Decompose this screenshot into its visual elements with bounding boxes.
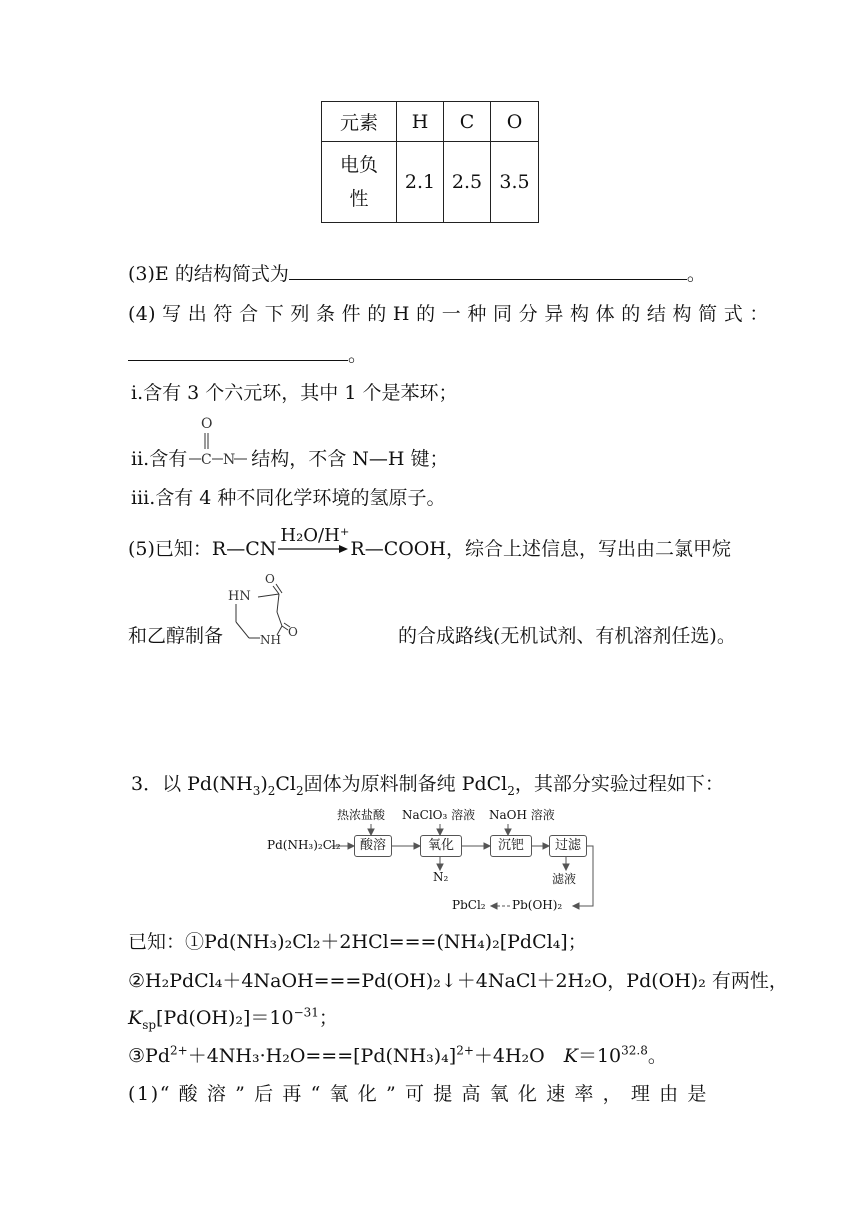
- table-cell: 2.1: [397, 142, 444, 223]
- known-3: $③Pd^{2+}+4NH_3\cdot H_2O===[Pd(NH_3)_4]^{2+}+4H_2O$ $K=10^{32.8}$。: [128, 1043, 667, 1067]
- step-precipitate: 沉钯: [490, 835, 532, 857]
- known-2b: $K_{sp}[Pd(OH)_2]=10^{-31}$；: [128, 1005, 338, 1032]
- answer-blank[interactable]: [128, 340, 348, 361]
- condition-1: ⅰ.含有 3 个六元环，其中 1 个是苯环；: [131, 382, 458, 404]
- step-oxidize: 氧化: [420, 835, 462, 857]
- step-filter: 过滤: [549, 835, 587, 857]
- filtrate-label: 滤液: [552, 872, 577, 886]
- table-cell: O: [491, 102, 539, 142]
- question-1: (1)“ 酸 溶 ” 后 再 “ 氧 化 ” 可 提 高 氧 化 速 率 ， 理 由 是: [128, 1083, 708, 1105]
- table-cell: 3.5: [491, 142, 539, 223]
- table-cell: 元素: [322, 102, 397, 142]
- electronegativity-table: [321, 101, 539, 223]
- table-label-line2: 性: [349, 188, 369, 210]
- question-5-line2: 和乙醇制备 的合成路线(无机试剂、有机溶剂任选)。: [128, 625, 736, 647]
- amide-structure: [187, 416, 251, 473]
- reagent-naclo3: NaClO₃ 溶液: [402, 808, 476, 822]
- question-4: (4) 写 出 符 合 下 列 条 件 的 H 的 一 种 同 分 异 构 体 的 结 构 简 式 ：: [128, 303, 769, 325]
- struct-n-label: N: [223, 452, 236, 468]
- problem-3-intro: 3．以 $Pd(NH_3)_2Cl_2$固体为原料制备纯 PdCl$_2$，其部分实验过程如下：: [131, 773, 724, 798]
- question-3: (3)E 的结构简式为 。: [128, 259, 706, 288]
- table-cell: [322, 142, 397, 223]
- process-flowchart: [260, 808, 610, 913]
- product-pbcl2: PbCl₂: [452, 898, 486, 912]
- reaction-arrow-label: H₂O/H⁺: [280, 525, 350, 546]
- reagent-naoh: NaOH 溶液: [489, 808, 555, 822]
- product-pboh2: Pb(OH)₂: [512, 898, 563, 912]
- ring-o2-label: O: [288, 625, 298, 639]
- amide-structure-drawing: [187, 403, 251, 473]
- known-1: 已知：①Pd(NH₃)₂Cl₂＋2HCl===(NH₄)₂[PdCl₄]；: [128, 931, 587, 953]
- arrow-icon: [276, 535, 350, 563]
- reagent-hcl: 热浓盐酸: [337, 808, 386, 822]
- struct-o-label: O: [201, 416, 213, 432]
- step-dissolve: 酸溶: [354, 835, 392, 857]
- condition-2: ⅱ.含有 O C N 结构，不含 N—H 键；: [131, 445, 448, 473]
- known-2: ②H₂PdCl₄＋4NaOH===Pd(OH)₂↓＋4NaCl＋2H₂O，Pd(OH)₂ 有两性，: [128, 970, 788, 992]
- ring-hn-label: HN: [228, 589, 251, 604]
- condition-3: ⅲ.含有 4 种不同化学环境的氢原子。: [131, 487, 446, 509]
- question-5: (5)已知：R—CN H₂O/H⁺ R—COOH，综合上述信息，写出由二氯甲烷: [128, 535, 731, 563]
- reaction-arrow: [276, 525, 350, 563]
- question-4-answer: 。: [128, 340, 367, 369]
- ring-nh-label: NH: [260, 633, 281, 647]
- ring-o1-label: O: [265, 572, 275, 586]
- answer-blank[interactable]: [289, 259, 687, 280]
- table-cell: C: [444, 102, 491, 142]
- table-label-line1: 电负: [339, 154, 378, 176]
- struct-c-label: C: [201, 452, 212, 468]
- byproduct-n2: N₂: [433, 870, 449, 884]
- table-cell: H: [397, 102, 444, 142]
- start-material: Pd(NH₃)₂Cl₂: [267, 838, 341, 852]
- table-cell: 2.5: [444, 142, 491, 223]
